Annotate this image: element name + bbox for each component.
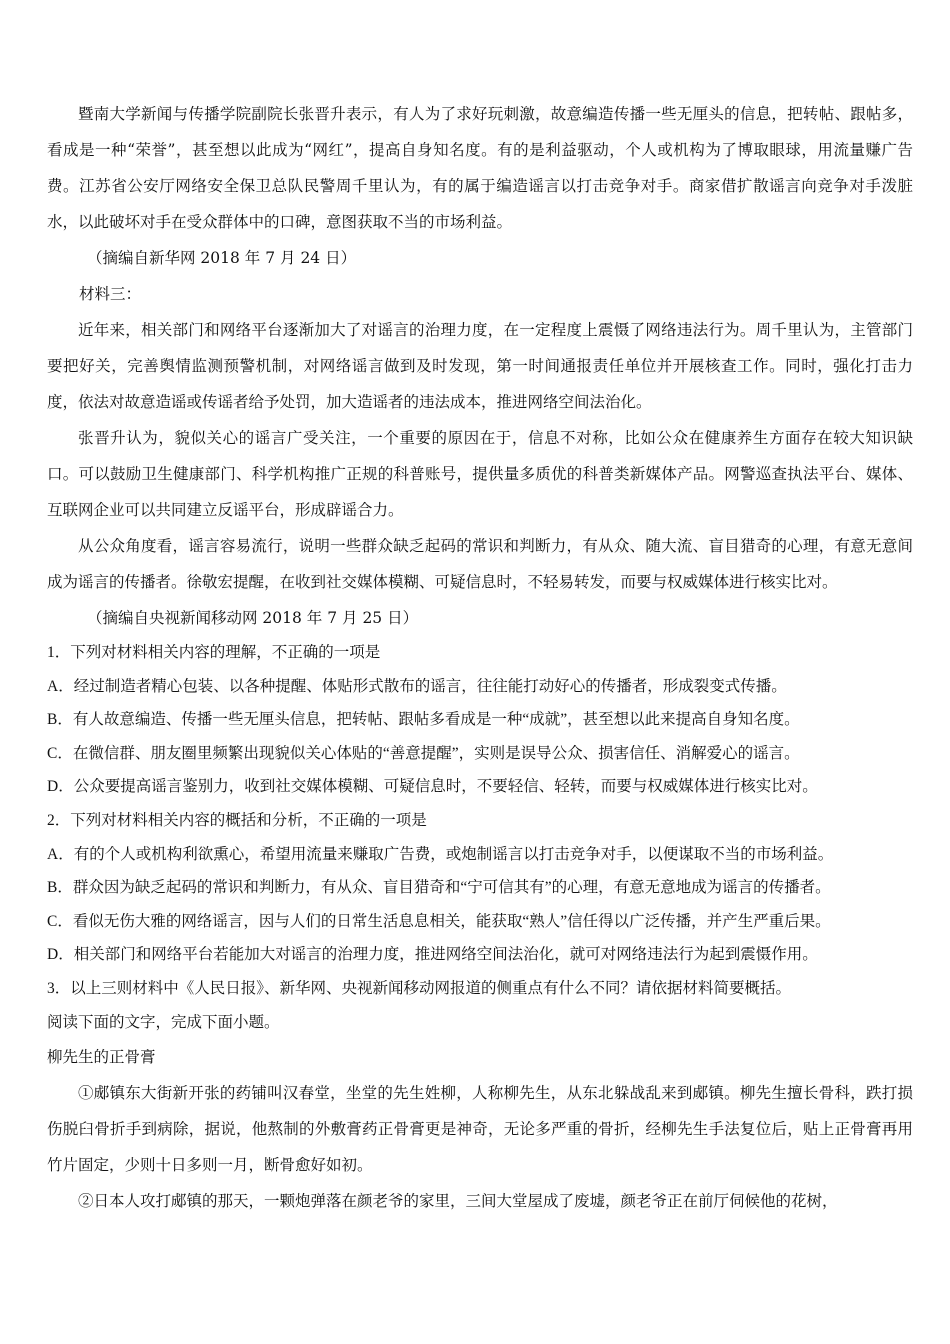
reading-instruction: 阅读下面的文字，完成下面小题。 <box>47 1013 280 1031</box>
story-paragraph-2: ②日本人攻打郕镇的那天，一颗炮弹落在颜老爷的家里，三间大堂屋成了废墟，颜老爷正在前厅伺候他的花树， <box>78 1192 838 1211</box>
material3-heading: 材料三： <box>79 285 142 303</box>
question-1-stem: 1．下列对材料相关内容的理解，不正确的一项是 <box>47 644 381 661</box>
question-2-stem: 2．下列对材料相关内容的概括和分析，不正确的一项是 <box>47 811 427 829</box>
question-2-option-c: C．看似无伤大雅的网络谣言，因与人们的日常生活息息相关，能获取“熟人”信任得以广泛传播，并产生严重后果。 <box>47 912 831 930</box>
story-paragraph-1: ①郕镇东大街新开张的药铺叫汉春堂，坐堂的先生姓柳，人称柳先生，从东北躲战乱来到郕镇。柳先生擅长骨科，跌打损伤脱臼骨折手到病除，据说，他熬制的外敷膏药正骨膏更是神奇，无论多严重的骨折，经柳先生手法复位后，贴上正骨膏再用竹片固定，少则十日多则一月，断骨愈好如初。 <box>47 1084 913 1175</box>
question-2 <box>47 804 913 972</box>
question-3-stem: 3．以上三则材料中《人民日报》、新华网、央视新闻移动网报道的侧重点有什么不同？请依据材料简要概括。 <box>47 979 792 997</box>
question-2-option-a: A．有的个人或机构利欲熏心，希望用流量来赚取广告费，或炮制谣言以打击竞争对手，以便谋取不当的市场利益。 <box>47 845 834 863</box>
material3-source: （摘编自央视新闻移动网 2018 年 7 月 25 日） <box>87 609 419 627</box>
question-1-option-b: B．有人故意编造、传播一些无厘头信息，把转帖、跟帖多看成是一种“成就”，甚至想以此来提高自身知名度。 <box>47 711 800 729</box>
question-3 <box>47 972 913 1006</box>
question-2-option-d: D．相关部门和网络平台若能加大对谣言的治理力度，推进网络空间法治化，就可对网络违法行为起到震慑作用。 <box>47 946 818 964</box>
material2-source: （摘编自新华网 2018 年 7 月 24 日） <box>87 249 357 267</box>
material3-paragraph-1: 近年来，相关部门和网络平台逐渐加大了对谣言的治理力度，在一定程度上震慑了网络违法行为。周千里认为，主管部门要把好关，完善舆情监测预警机制，对网络谣言做到及时发现，第一时间通报责任单位并开展核查工作。同时，强化打击力度，依法对故意造谣或传谣者给予处罚，加大造谣者的违法成本，推进网络空间法治化。 <box>47 321 913 411</box>
material3-paragraph-3: 从公众角度看，谣言容易流行，说明一些群众缺乏起码的常识和判断力，有从众、随大流、盲目猎奇的心理，有意无意间成为谣言的传播者。徐敬宏提醒，在收到社交媒体模糊、可疑信息时，不轻易转发，而要与权威媒体进行核实比对。 <box>47 537 913 591</box>
document-page <box>47 96 913 1219</box>
story-title: 柳先生的正骨膏 <box>47 1048 156 1067</box>
question-1-option-d: D．公众要提高谣言鉴别力，收到社交媒体模糊、可疑信息时，不要轻信、轻转，而要与权威媒体进行核实比对。 <box>47 778 818 796</box>
question-1-option-c: C．在微信群、朋友圈里频繁出现貌似关心体贴的“善意提醒”，实则是误导公众、损害信任、消解爱心的谣言。 <box>47 744 800 762</box>
material2-paragraph: 暨南大学新闻与传播学院副院长张晋升表示，有人为了求好玩刺激，故意编造传播一些无厘头的信息，把转帖、跟帖多，看成是一种“荣誉”，甚至想以此成为“网红”，提高自身知名度。有的是利益驱动，个人或机构为了博取眼球，用流量赚广告费。江苏省公安厅网络安全保卫总队民警周千里认为，有的属于编造谣言以打击竞争对手。商家借扩散谣言向竞争对手泼脏水，以此破坏对手在受众群体中的口碑，意图获取不当的市场利益。 <box>47 105 913 231</box>
question-1-option-a: A．经过制造者精心包装、以各种提醒、体贴形式散布的谣言，往往能打动好心的传播者，形成裂变式传播。 <box>47 677 787 695</box>
question-2-option-b: B．群众因为缺乏起码的常识和判断力，有从众、盲目猎奇和“宁可信其有”的心理，有意无意地成为谣言的传播者。 <box>47 879 831 897</box>
material3-paragraph-2: 张晋升认为，貌似关心的谣言广受关注，一个重要的原因在于，信息不对称，比如公众在健康养生方面存在较大知识缺口。可以鼓励卫生健康部门、科学机构推广正规的科普账号，提供量多质优的科普类新媒体产品。网警巡查执法平台、媒体、互联网企业可以共同建立反谣平台，形成辟谣合力。 <box>47 429 913 519</box>
question-1 <box>47 636 913 804</box>
